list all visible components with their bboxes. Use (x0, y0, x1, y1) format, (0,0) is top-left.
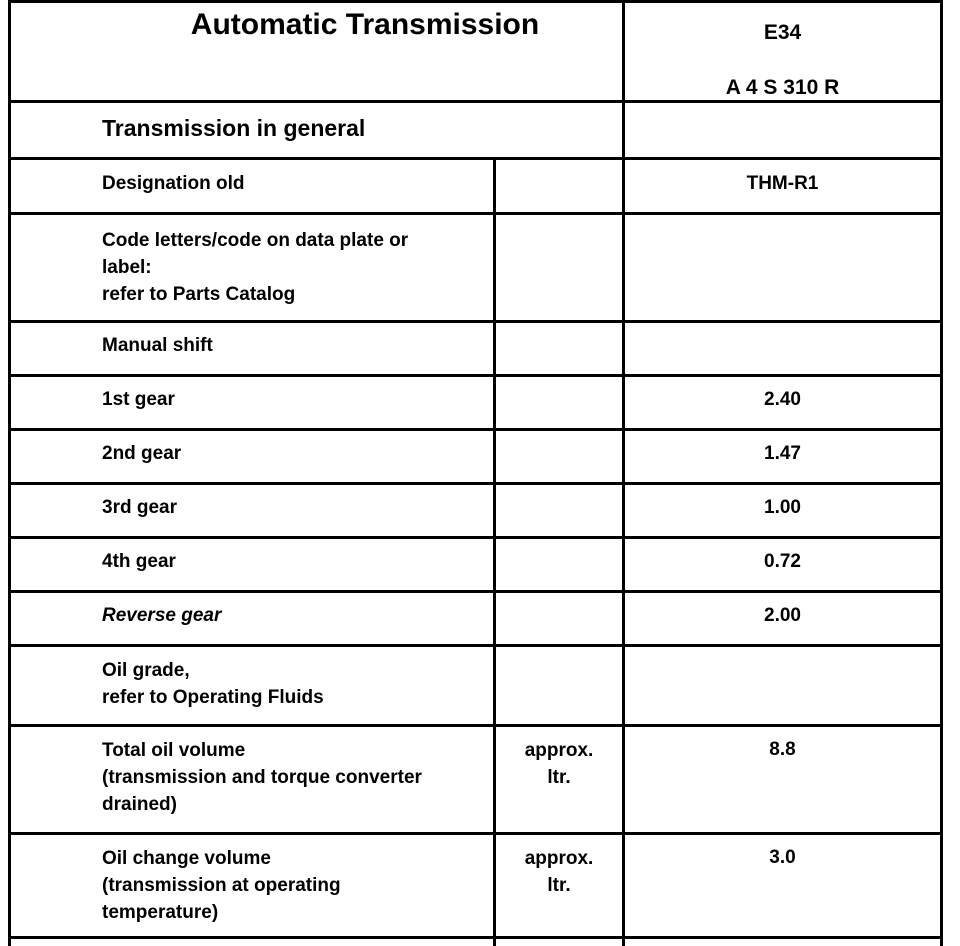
row-value-designation: THM-R1 (746, 173, 819, 194)
table-border-bottom (8, 936, 943, 939)
row-label-4th-gear: 4th gear (102, 551, 176, 572)
row-label-reverse-gear: Reverse gear (102, 605, 222, 626)
row-label-oil-grade: Oil grade, refer to Operating Fluids (102, 660, 324, 708)
row-label-1st-gear: 1st gear (102, 389, 175, 410)
row-separator (8, 724, 943, 727)
table-title: Automatic Transmission (190, 8, 540, 41)
row-unit-oil-change-volume: approx. ltr. (524, 848, 594, 896)
row-value-4th-gear: 0.72 (764, 551, 801, 572)
table-border-right (940, 0, 943, 946)
table-border-left (8, 0, 11, 946)
row-label-manual-shift: Manual shift (102, 335, 213, 356)
section-heading: Transmission in general (102, 115, 366, 141)
row-label-oil-change-volume: Oil change volume (transmission at operating temperature) (102, 848, 341, 923)
row-separator (8, 212, 943, 215)
transmission-code: A 4 S 310 R (725, 76, 840, 99)
row-label-3rd-gear: 3rd gear (102, 497, 177, 518)
vehicle-model: E34 (763, 21, 802, 44)
row-separator (8, 428, 943, 431)
row-value-total-oil-volume: 8.8 (769, 739, 796, 760)
row-value-1st-gear: 2.40 (764, 389, 801, 410)
column-divider-unit (493, 158, 496, 946)
row-value-reverse-gear: 2.00 (764, 605, 801, 626)
row-separator (8, 320, 943, 323)
table-border-top (8, 0, 943, 3)
row-label-2nd-gear: 2nd gear (102, 443, 182, 464)
row-separator (8, 482, 943, 485)
row-separator (8, 644, 943, 647)
row-value-2nd-gear: 1.47 (764, 443, 801, 464)
row-separator (8, 590, 943, 593)
row-label-designation: Designation old (102, 173, 245, 194)
row-separator (8, 536, 943, 539)
row-separator (8, 832, 943, 835)
row-separator (8, 157, 943, 160)
row-value-oil-change-volume: 3.0 (769, 847, 796, 868)
row-label-code-letters: Code letters/code on data plate or label: refer to Parts Catalog (102, 230, 409, 305)
row-separator (8, 374, 943, 377)
row-unit-total-oil-volume: approx. ltr. (524, 740, 594, 788)
row-label-total-oil-volume: Total oil volume (transmission and torque converter drained) (102, 740, 422, 815)
row-value-3rd-gear: 1.00 (764, 497, 801, 518)
column-divider-value (622, 0, 625, 946)
